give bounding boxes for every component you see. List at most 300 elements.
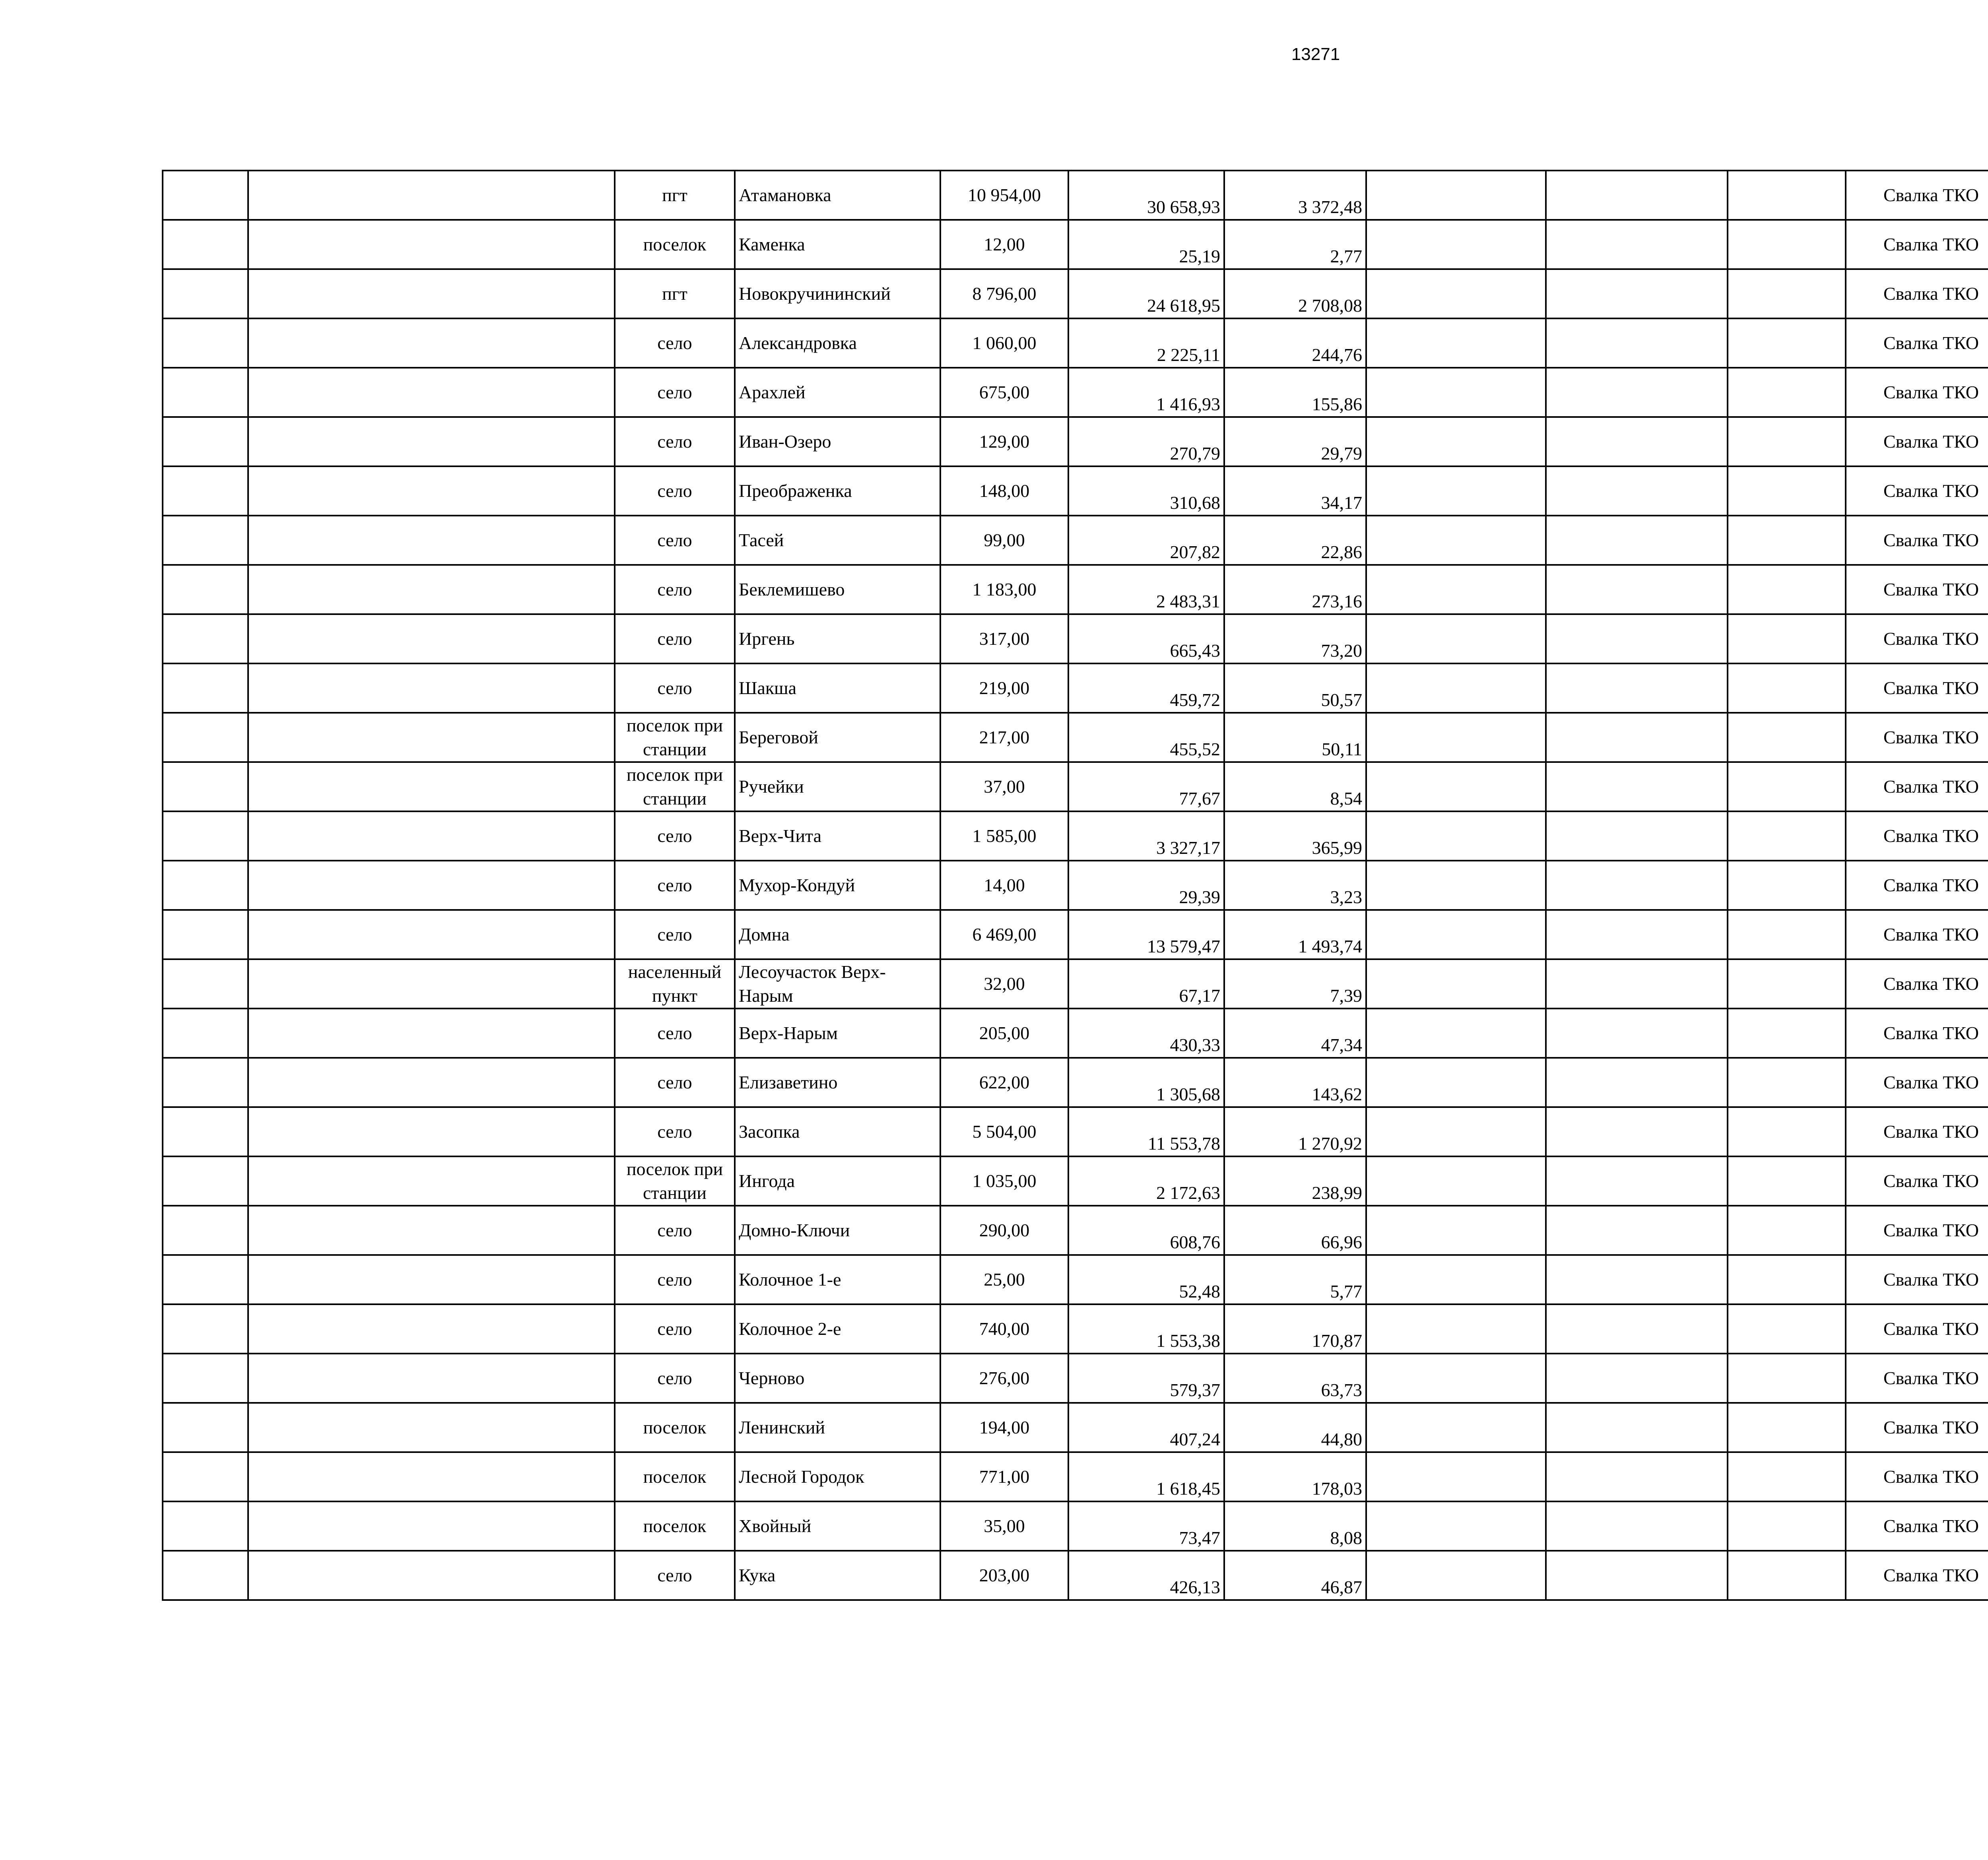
empty-cell [248, 1501, 615, 1551]
empty-cell [1728, 220, 1846, 269]
empty-cell [1366, 1354, 1546, 1403]
table-row [163, 565, 1988, 614]
table-row [163, 1009, 1988, 1058]
empty-cell [163, 220, 248, 269]
empty-cell [1546, 1501, 1728, 1551]
settlement-type-cell: село [615, 466, 735, 516]
waste-volume-cell: 24 618,95 [1068, 269, 1224, 318]
facility-type-cell: Свалка ТКО [1846, 1304, 1988, 1354]
empty-cell [1546, 1058, 1728, 1107]
facility-type-cell: Свалка ТКО [1846, 1403, 1988, 1452]
settlement-name-cell: Береговой [735, 713, 940, 762]
empty-cell [163, 663, 248, 713]
population-cell: 1 585,00 [940, 811, 1068, 861]
empty-cell [1546, 811, 1728, 861]
settlement-type-cell: село [615, 910, 735, 959]
empty-cell [1728, 368, 1846, 417]
population-cell: 12,00 [940, 220, 1068, 269]
empty-cell [1728, 516, 1846, 565]
empty-cell [1728, 1009, 1846, 1058]
empty-cell [1728, 318, 1846, 368]
waste-volume-cell: 30 658,93 [1068, 171, 1224, 220]
table-row [163, 663, 1988, 713]
empty-cell [1546, 614, 1728, 663]
empty-cell [1546, 959, 1728, 1009]
empty-cell [1728, 614, 1846, 663]
empty-cell [1728, 1107, 1846, 1156]
empty-cell [1546, 1403, 1728, 1452]
empty-cell [1728, 1452, 1846, 1501]
table-row [163, 516, 1988, 565]
empty-cell [1366, 417, 1546, 466]
waste-mass-cell: 46,87 [1224, 1551, 1366, 1600]
empty-cell [1728, 910, 1846, 959]
waste-volume-cell: 1 553,38 [1068, 1304, 1224, 1354]
table-row [163, 861, 1988, 910]
settlement-type-cell: село [615, 1009, 735, 1058]
empty-cell [1366, 1156, 1546, 1206]
table-row [163, 614, 1988, 663]
waste-mass-cell: 8,54 [1224, 762, 1366, 811]
empty-cell [1366, 466, 1546, 516]
empty-cell [1728, 1551, 1846, 1600]
population-cell: 1 035,00 [940, 1156, 1068, 1206]
population-cell: 317,00 [940, 614, 1068, 663]
settlement-name-cell: Иргень [735, 614, 940, 663]
empty-cell [1366, 565, 1546, 614]
settlement-name-cell: Ингода [735, 1156, 940, 1206]
empty-cell [1546, 663, 1728, 713]
settlement-type-cell: село [615, 516, 735, 565]
waste-mass-cell: 63,73 [1224, 1354, 1366, 1403]
settlement-name-cell: Колочное 2-е [735, 1304, 940, 1354]
empty-cell [163, 318, 248, 368]
empty-cell [248, 1156, 615, 1206]
waste-mass-cell: 22,86 [1224, 516, 1366, 565]
empty-cell [163, 1501, 248, 1551]
table-row [163, 1206, 1988, 1255]
waste-volume-cell: 52,48 [1068, 1255, 1224, 1304]
waste-mass-cell: 44,80 [1224, 1403, 1366, 1452]
waste-volume-cell: 426,13 [1068, 1551, 1224, 1600]
settlement-type-cell: поселок при станции [615, 762, 735, 811]
settlement-type-cell: село [615, 614, 735, 663]
settlement-type-cell: село [615, 417, 735, 466]
empty-cell [163, 565, 248, 614]
facility-type-cell: Свалка ТКО [1846, 1255, 1988, 1304]
population-cell: 622,00 [940, 1058, 1068, 1107]
settlement-type-cell: поселок [615, 220, 735, 269]
empty-cell [163, 861, 248, 910]
waste-volume-cell: 310,68 [1068, 466, 1224, 516]
waste-volume-cell: 579,37 [1068, 1354, 1224, 1403]
settlement-name-cell: Домно-Ключи [735, 1206, 940, 1255]
empty-cell [163, 466, 248, 516]
population-cell: 32,00 [940, 959, 1068, 1009]
empty-cell [248, 466, 615, 516]
population-cell: 771,00 [940, 1452, 1068, 1501]
settlement-name-cell: Засопка [735, 1107, 940, 1156]
settlement-name-cell: Верх-Нарым [735, 1009, 940, 1058]
empty-cell [1366, 1009, 1546, 1058]
waste-mass-cell: 5,77 [1224, 1255, 1366, 1304]
population-cell: 276,00 [940, 1354, 1068, 1403]
empty-cell [1366, 171, 1546, 220]
empty-cell [248, 1452, 615, 1501]
waste-volume-cell: 1 416,93 [1068, 368, 1224, 417]
waste-volume-cell: 430,33 [1068, 1009, 1224, 1058]
waste-mass-cell: 178,03 [1224, 1452, 1366, 1501]
empty-cell [1546, 417, 1728, 466]
empty-cell [1366, 516, 1546, 565]
empty-cell [1728, 959, 1846, 1009]
settlement-name-cell: Черново [735, 1354, 940, 1403]
empty-cell [248, 1354, 615, 1403]
facility-type-cell: Свалка ТКО [1846, 1058, 1988, 1107]
empty-cell [163, 811, 248, 861]
settlement-type-cell: поселок при станции [615, 713, 735, 762]
empty-cell [163, 417, 248, 466]
waste-mass-cell: 170,87 [1224, 1304, 1366, 1354]
empty-cell [248, 318, 615, 368]
empty-cell [248, 516, 615, 565]
table-row [163, 269, 1988, 318]
empty-cell [1546, 1107, 1728, 1156]
waste-volume-cell: 1 618,45 [1068, 1452, 1224, 1501]
empty-cell [1728, 565, 1846, 614]
empty-cell [1546, 1206, 1728, 1255]
settlement-name-cell: Александровка [735, 318, 940, 368]
empty-cell [1366, 1304, 1546, 1354]
settlement-name-cell: Арахлей [735, 368, 940, 417]
empty-cell [1728, 663, 1846, 713]
settlement-type-cell: село [615, 1255, 735, 1304]
empty-cell [1728, 1058, 1846, 1107]
waste-mass-cell: 3 372,48 [1224, 171, 1366, 220]
population-cell: 675,00 [940, 368, 1068, 417]
table-row [163, 1304, 1988, 1354]
empty-cell [1366, 1206, 1546, 1255]
table-row [163, 220, 1988, 269]
empty-cell [1728, 1206, 1846, 1255]
empty-cell [1366, 811, 1546, 861]
facility-type-cell: Свалка ТКО [1846, 1107, 1988, 1156]
facility-type-cell: Свалка ТКО [1846, 220, 1988, 269]
settlement-name-cell: Тасей [735, 516, 940, 565]
waste-mass-cell: 50,57 [1224, 663, 1366, 713]
empty-cell [1546, 1009, 1728, 1058]
settlement-name-cell: Шакша [735, 663, 940, 713]
population-cell: 217,00 [940, 713, 1068, 762]
facility-type-cell: Свалка ТКО [1846, 663, 1988, 713]
empty-cell [248, 171, 615, 220]
settlement-type-cell: село [615, 368, 735, 417]
waste-volume-cell: 25,19 [1068, 220, 1224, 269]
table-row [163, 762, 1988, 811]
settlement-name-cell: Беклемишево [735, 565, 940, 614]
empty-cell [1366, 910, 1546, 959]
settlement-name-cell: Кука [735, 1551, 940, 1600]
empty-cell [248, 565, 615, 614]
waste-volume-cell: 407,24 [1068, 1403, 1224, 1452]
facility-type-cell: Свалка ТКО [1846, 1354, 1988, 1403]
population-cell: 740,00 [940, 1304, 1068, 1354]
waste-mass-cell: 273,16 [1224, 565, 1366, 614]
empty-cell [248, 1009, 615, 1058]
empty-cell [1728, 466, 1846, 516]
facility-type-cell: Свалка ТКО [1846, 910, 1988, 959]
settlement-type-cell: поселок при станции [615, 1156, 735, 1206]
population-cell: 290,00 [940, 1206, 1068, 1255]
table-row [163, 1551, 1988, 1600]
empty-cell [1366, 220, 1546, 269]
empty-cell [163, 1255, 248, 1304]
empty-cell [1366, 1501, 1546, 1551]
empty-cell [163, 614, 248, 663]
table-row [163, 910, 1988, 959]
table-row [163, 713, 1988, 762]
population-cell: 14,00 [940, 861, 1068, 910]
empty-cell [1728, 861, 1846, 910]
table-row [163, 417, 1988, 466]
table-row [163, 318, 1988, 368]
empty-cell [248, 959, 615, 1009]
population-cell: 148,00 [940, 466, 1068, 516]
settlement-type-cell: село [615, 1058, 735, 1107]
settlement-name-cell: Елизаветино [735, 1058, 940, 1107]
settlement-type-cell: село [615, 1107, 735, 1156]
empty-cell [163, 1551, 248, 1600]
population-cell: 8 796,00 [940, 269, 1068, 318]
facility-type-cell: Свалка ТКО [1846, 269, 1988, 318]
facility-type-cell: Свалка ТКО [1846, 1156, 1988, 1206]
facility-type-cell: Свалка ТКО [1846, 614, 1988, 663]
facility-type-cell: Свалка ТКО [1846, 417, 1988, 466]
empty-cell [1546, 910, 1728, 959]
table-row [163, 1403, 1988, 1452]
waste-volume-cell: 2 172,63 [1068, 1156, 1224, 1206]
waste-mass-cell: 1 270,92 [1224, 1107, 1366, 1156]
facility-type-cell: Свалка ТКО [1846, 861, 1988, 910]
settlement-type-cell: поселок [615, 1501, 735, 1551]
waste-volume-cell: 11 553,78 [1068, 1107, 1224, 1156]
empty-cell [248, 861, 615, 910]
facility-type-cell: Свалка ТКО [1846, 1009, 1988, 1058]
facility-type-cell: Свалка ТКО [1846, 811, 1988, 861]
waste-mass-cell: 2 708,08 [1224, 269, 1366, 318]
empty-cell [163, 1403, 248, 1452]
empty-cell [1546, 1551, 1728, 1600]
settlement-type-cell: село [615, 1551, 735, 1600]
empty-cell [1546, 565, 1728, 614]
empty-cell [1546, 466, 1728, 516]
empty-cell [163, 1304, 248, 1354]
empty-cell [1366, 861, 1546, 910]
empty-cell [1546, 269, 1728, 318]
population-cell: 5 504,00 [940, 1107, 1068, 1156]
settlement-name-cell: Ленинский [735, 1403, 940, 1452]
settlement-name-cell: Ручейки [735, 762, 940, 811]
settlement-type-cell: село [615, 318, 735, 368]
waste-volume-cell: 270,79 [1068, 417, 1224, 466]
population-cell: 203,00 [940, 1551, 1068, 1600]
empty-cell [1728, 762, 1846, 811]
table-row [163, 1354, 1988, 1403]
empty-cell [163, 1156, 248, 1206]
facility-type-cell: Свалка ТКО [1846, 516, 1988, 565]
empty-cell [1546, 368, 1728, 417]
settlement-name-cell: Атамановка [735, 171, 940, 220]
table-row [163, 959, 1988, 1009]
empty-cell [163, 1354, 248, 1403]
settlement-name-cell: Верх-Чита [735, 811, 940, 861]
waste-volume-cell: 67,17 [1068, 959, 1224, 1009]
empty-cell [1728, 1304, 1846, 1354]
empty-cell [163, 1058, 248, 1107]
empty-cell [1546, 762, 1728, 811]
settlement-name-cell: Иван-Озеро [735, 417, 940, 466]
population-cell: 37,00 [940, 762, 1068, 811]
settlement-type-cell: село [615, 663, 735, 713]
empty-cell [163, 516, 248, 565]
settlement-name-cell: Лесной Городок [735, 1452, 940, 1501]
table-row [163, 1452, 1988, 1501]
settlement-type-cell: село [615, 1206, 735, 1255]
waste-mass-cell: 8,08 [1224, 1501, 1366, 1551]
empty-cell [1546, 713, 1728, 762]
empty-cell [1728, 269, 1846, 318]
table-row [163, 171, 1988, 220]
empty-cell [248, 713, 615, 762]
settlement-name-cell: Хвойный [735, 1501, 940, 1551]
population-cell: 10 954,00 [940, 171, 1068, 220]
waste-mass-cell: 47,34 [1224, 1009, 1366, 1058]
waste-mass-cell: 66,96 [1224, 1206, 1366, 1255]
settlement-name-cell: Новокручининский [735, 269, 940, 318]
settlement-type-cell: поселок [615, 1452, 735, 1501]
empty-cell [1546, 1156, 1728, 1206]
facility-type-cell: Свалка ТКО [1846, 565, 1988, 614]
facility-type-cell: Свалка ТКО [1846, 1501, 1988, 1551]
empty-cell [1366, 1452, 1546, 1501]
empty-cell [1366, 368, 1546, 417]
waste-mass-cell: 1 493,74 [1224, 910, 1366, 959]
facility-type-cell: Свалка ТКО [1846, 368, 1988, 417]
settlement-name-cell: Мухор-Кондуй [735, 861, 940, 910]
empty-cell [163, 959, 248, 1009]
empty-cell [1546, 220, 1728, 269]
empty-cell [1728, 417, 1846, 466]
settlement-type-cell: село [615, 861, 735, 910]
empty-cell [248, 368, 615, 417]
empty-cell [1728, 1156, 1846, 1206]
facility-type-cell: Свалка ТКО [1846, 1551, 1988, 1600]
empty-cell [163, 171, 248, 220]
empty-cell [248, 417, 615, 466]
settlement-name-cell: Каменка [735, 220, 940, 269]
empty-cell [163, 910, 248, 959]
table-row [163, 1501, 1988, 1551]
settlement-type-cell: село [615, 1354, 735, 1403]
waste-mass-cell: 29,79 [1224, 417, 1366, 466]
facility-type-cell: Свалка ТКО [1846, 762, 1988, 811]
waste-mass-cell: 50,11 [1224, 713, 1366, 762]
population-cell: 1 060,00 [940, 318, 1068, 368]
waste-volume-cell: 2 483,31 [1068, 565, 1224, 614]
population-cell: 25,00 [940, 1255, 1068, 1304]
empty-cell [163, 1206, 248, 1255]
empty-cell [163, 1009, 248, 1058]
empty-cell [248, 1255, 615, 1304]
empty-cell [163, 368, 248, 417]
waste-volume-cell: 1 305,68 [1068, 1058, 1224, 1107]
waste-mass-cell: 155,86 [1224, 368, 1366, 417]
facility-type-cell: Свалка ТКО [1846, 1206, 1988, 1255]
table-row [163, 368, 1988, 417]
empty-cell [1728, 1501, 1846, 1551]
empty-cell [1366, 762, 1546, 811]
empty-cell [163, 1452, 248, 1501]
population-cell: 129,00 [940, 417, 1068, 466]
waste-mass-cell: 73,20 [1224, 614, 1366, 663]
empty-cell [1546, 861, 1728, 910]
empty-cell [248, 1551, 615, 1600]
waste-mass-cell: 244,76 [1224, 318, 1366, 368]
empty-cell [248, 910, 615, 959]
settlement-type-cell: пгт [615, 269, 735, 318]
waste-volume-cell: 665,43 [1068, 614, 1224, 663]
empty-cell [248, 614, 615, 663]
empty-cell [1366, 1551, 1546, 1600]
empty-cell [1366, 614, 1546, 663]
empty-cell [248, 663, 615, 713]
empty-cell [1546, 1255, 1728, 1304]
waste-registry-table [162, 170, 1988, 1601]
settlement-type-cell: поселок [615, 1403, 735, 1452]
waste-volume-cell: 455,52 [1068, 713, 1224, 762]
settlement-name-cell: Домна [735, 910, 940, 959]
waste-volume-cell: 459,72 [1068, 663, 1224, 713]
waste-mass-cell: 3,23 [1224, 861, 1366, 910]
settlement-type-cell: пгт [615, 171, 735, 220]
settlement-name-cell: Лесоучасток Верх-Нарым [735, 959, 940, 1009]
empty-cell [1728, 1255, 1846, 1304]
empty-cell [1366, 1107, 1546, 1156]
population-cell: 6 469,00 [940, 910, 1068, 959]
empty-cell [1366, 1255, 1546, 1304]
empty-cell [1366, 269, 1546, 318]
empty-cell [248, 1058, 615, 1107]
empty-cell [1728, 1403, 1846, 1452]
empty-cell [1546, 516, 1728, 565]
settlement-name-cell: Колочное 1-е [735, 1255, 940, 1304]
population-cell: 99,00 [940, 516, 1068, 565]
empty-cell [163, 762, 248, 811]
settlement-type-cell: село [615, 1304, 735, 1354]
facility-type-cell: Свалка ТКО [1846, 713, 1988, 762]
settlement-type-cell: населенный пункт [615, 959, 735, 1009]
waste-volume-cell: 2 225,11 [1068, 318, 1224, 368]
table-row [163, 1255, 1988, 1304]
page-number: 13271 [1291, 45, 1340, 64]
empty-cell [163, 269, 248, 318]
empty-cell [1546, 1452, 1728, 1501]
facility-type-cell: Свалка ТКО [1846, 959, 1988, 1009]
table-row [163, 811, 1988, 861]
empty-cell [248, 811, 615, 861]
waste-volume-cell: 29,39 [1068, 861, 1224, 910]
empty-cell [1728, 1354, 1846, 1403]
